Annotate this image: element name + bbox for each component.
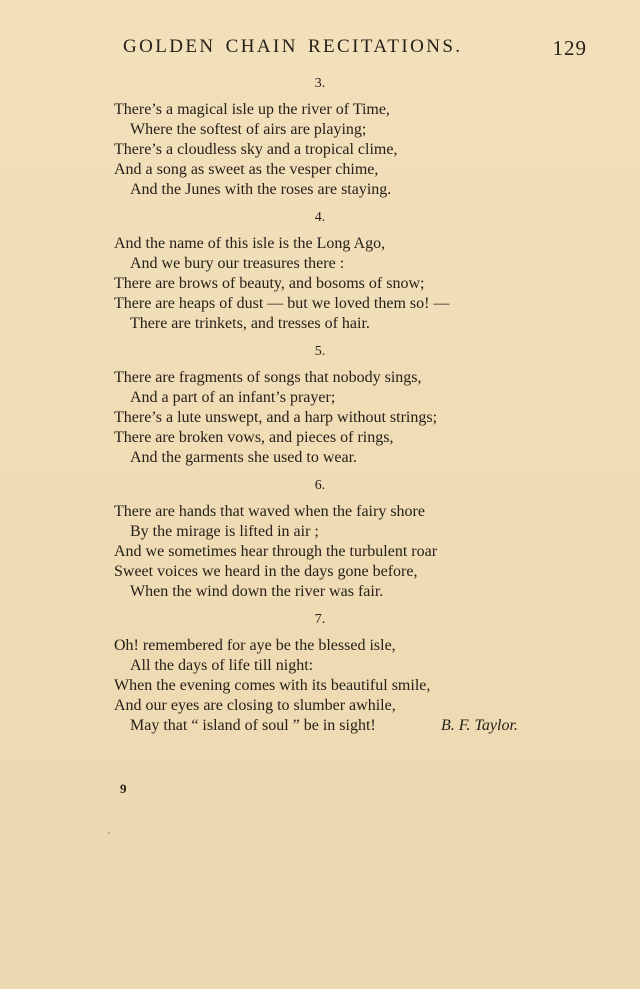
stanza bbox=[0, 74, 640, 200]
poem-line-last bbox=[0, 716, 640, 736]
stanza bbox=[0, 208, 640, 334]
stanza-number: 5. bbox=[314, 344, 326, 359]
poem-line: And our eyes are closing to slumber awhile, bbox=[114, 697, 396, 714]
stanza-number: 3. bbox=[314, 76, 326, 91]
poem-line: Where the softest of airs are playing; bbox=[130, 121, 367, 138]
paper-speck bbox=[466, 572, 467, 573]
poem-line: Sweet voices we heard in the days gone before, bbox=[114, 563, 418, 580]
poem-line: There’s a magical isle up the river of Time, bbox=[114, 101, 390, 118]
page-header bbox=[0, 36, 640, 66]
signature-mark: 9 bbox=[120, 781, 127, 796]
poem-line: And the garments she used to wear. bbox=[130, 449, 358, 466]
author-attribution: B. F. Taylor. bbox=[441, 717, 518, 734]
poem-line: When the wind down the river was fair. bbox=[130, 583, 384, 600]
poem-line: When the evening comes with its beautiful smile, bbox=[114, 677, 431, 694]
poem-line: And the name of this isle is the Long Ago, bbox=[114, 235, 386, 252]
page-number: 129 bbox=[552, 36, 587, 60]
poem-line: And a song as sweet as the vesper chime, bbox=[114, 161, 379, 178]
poem-line: There’s a cloudless sky and a tropical clime, bbox=[114, 141, 398, 158]
stanza-number: 7. bbox=[314, 612, 326, 627]
poem-line-text: May that “ island of soul ” be in sight! bbox=[130, 717, 376, 734]
stanza-number: 4. bbox=[314, 210, 326, 225]
poem-line: And we bury our treasures there : bbox=[130, 255, 345, 272]
stanza bbox=[0, 342, 640, 468]
poem-line: There are heaps of dust — but we loved them so! — bbox=[114, 295, 450, 312]
stanza bbox=[0, 476, 640, 602]
poem-line: And the Junes with the roses are staying. bbox=[130, 181, 392, 198]
poem-line: There’s a lute unswept, and a harp without strings; bbox=[114, 409, 438, 426]
poem-line: There are trinkets, and tresses of hair. bbox=[130, 315, 370, 332]
poem-line: There are brows of beauty, and bosoms of snow; bbox=[114, 275, 425, 292]
poem-line: There are broken vows, and pieces of rings, bbox=[114, 429, 394, 446]
poem-line: And a part of an infant’s prayer; bbox=[130, 389, 336, 406]
running-head: GOLDEN CHAIN RECITATIONS. bbox=[123, 36, 463, 57]
poem-line: Oh! remembered for aye be the blessed isle, bbox=[114, 637, 396, 654]
stanza bbox=[0, 610, 640, 736]
paper-speck bbox=[108, 832, 110, 834]
poem-line: And we sometimes hear through the turbulent roar bbox=[114, 543, 438, 560]
poem-line: All the days of life till night: bbox=[130, 657, 314, 674]
poem bbox=[0, 74, 640, 744]
poem-line: There are fragments of songs that nobody sings, bbox=[114, 369, 422, 386]
poem-line: There are hands that waved when the fairy shore bbox=[114, 503, 425, 520]
stanza-number: 6. bbox=[314, 478, 326, 493]
poem-line: By the mirage is lifted in air ; bbox=[130, 523, 319, 540]
